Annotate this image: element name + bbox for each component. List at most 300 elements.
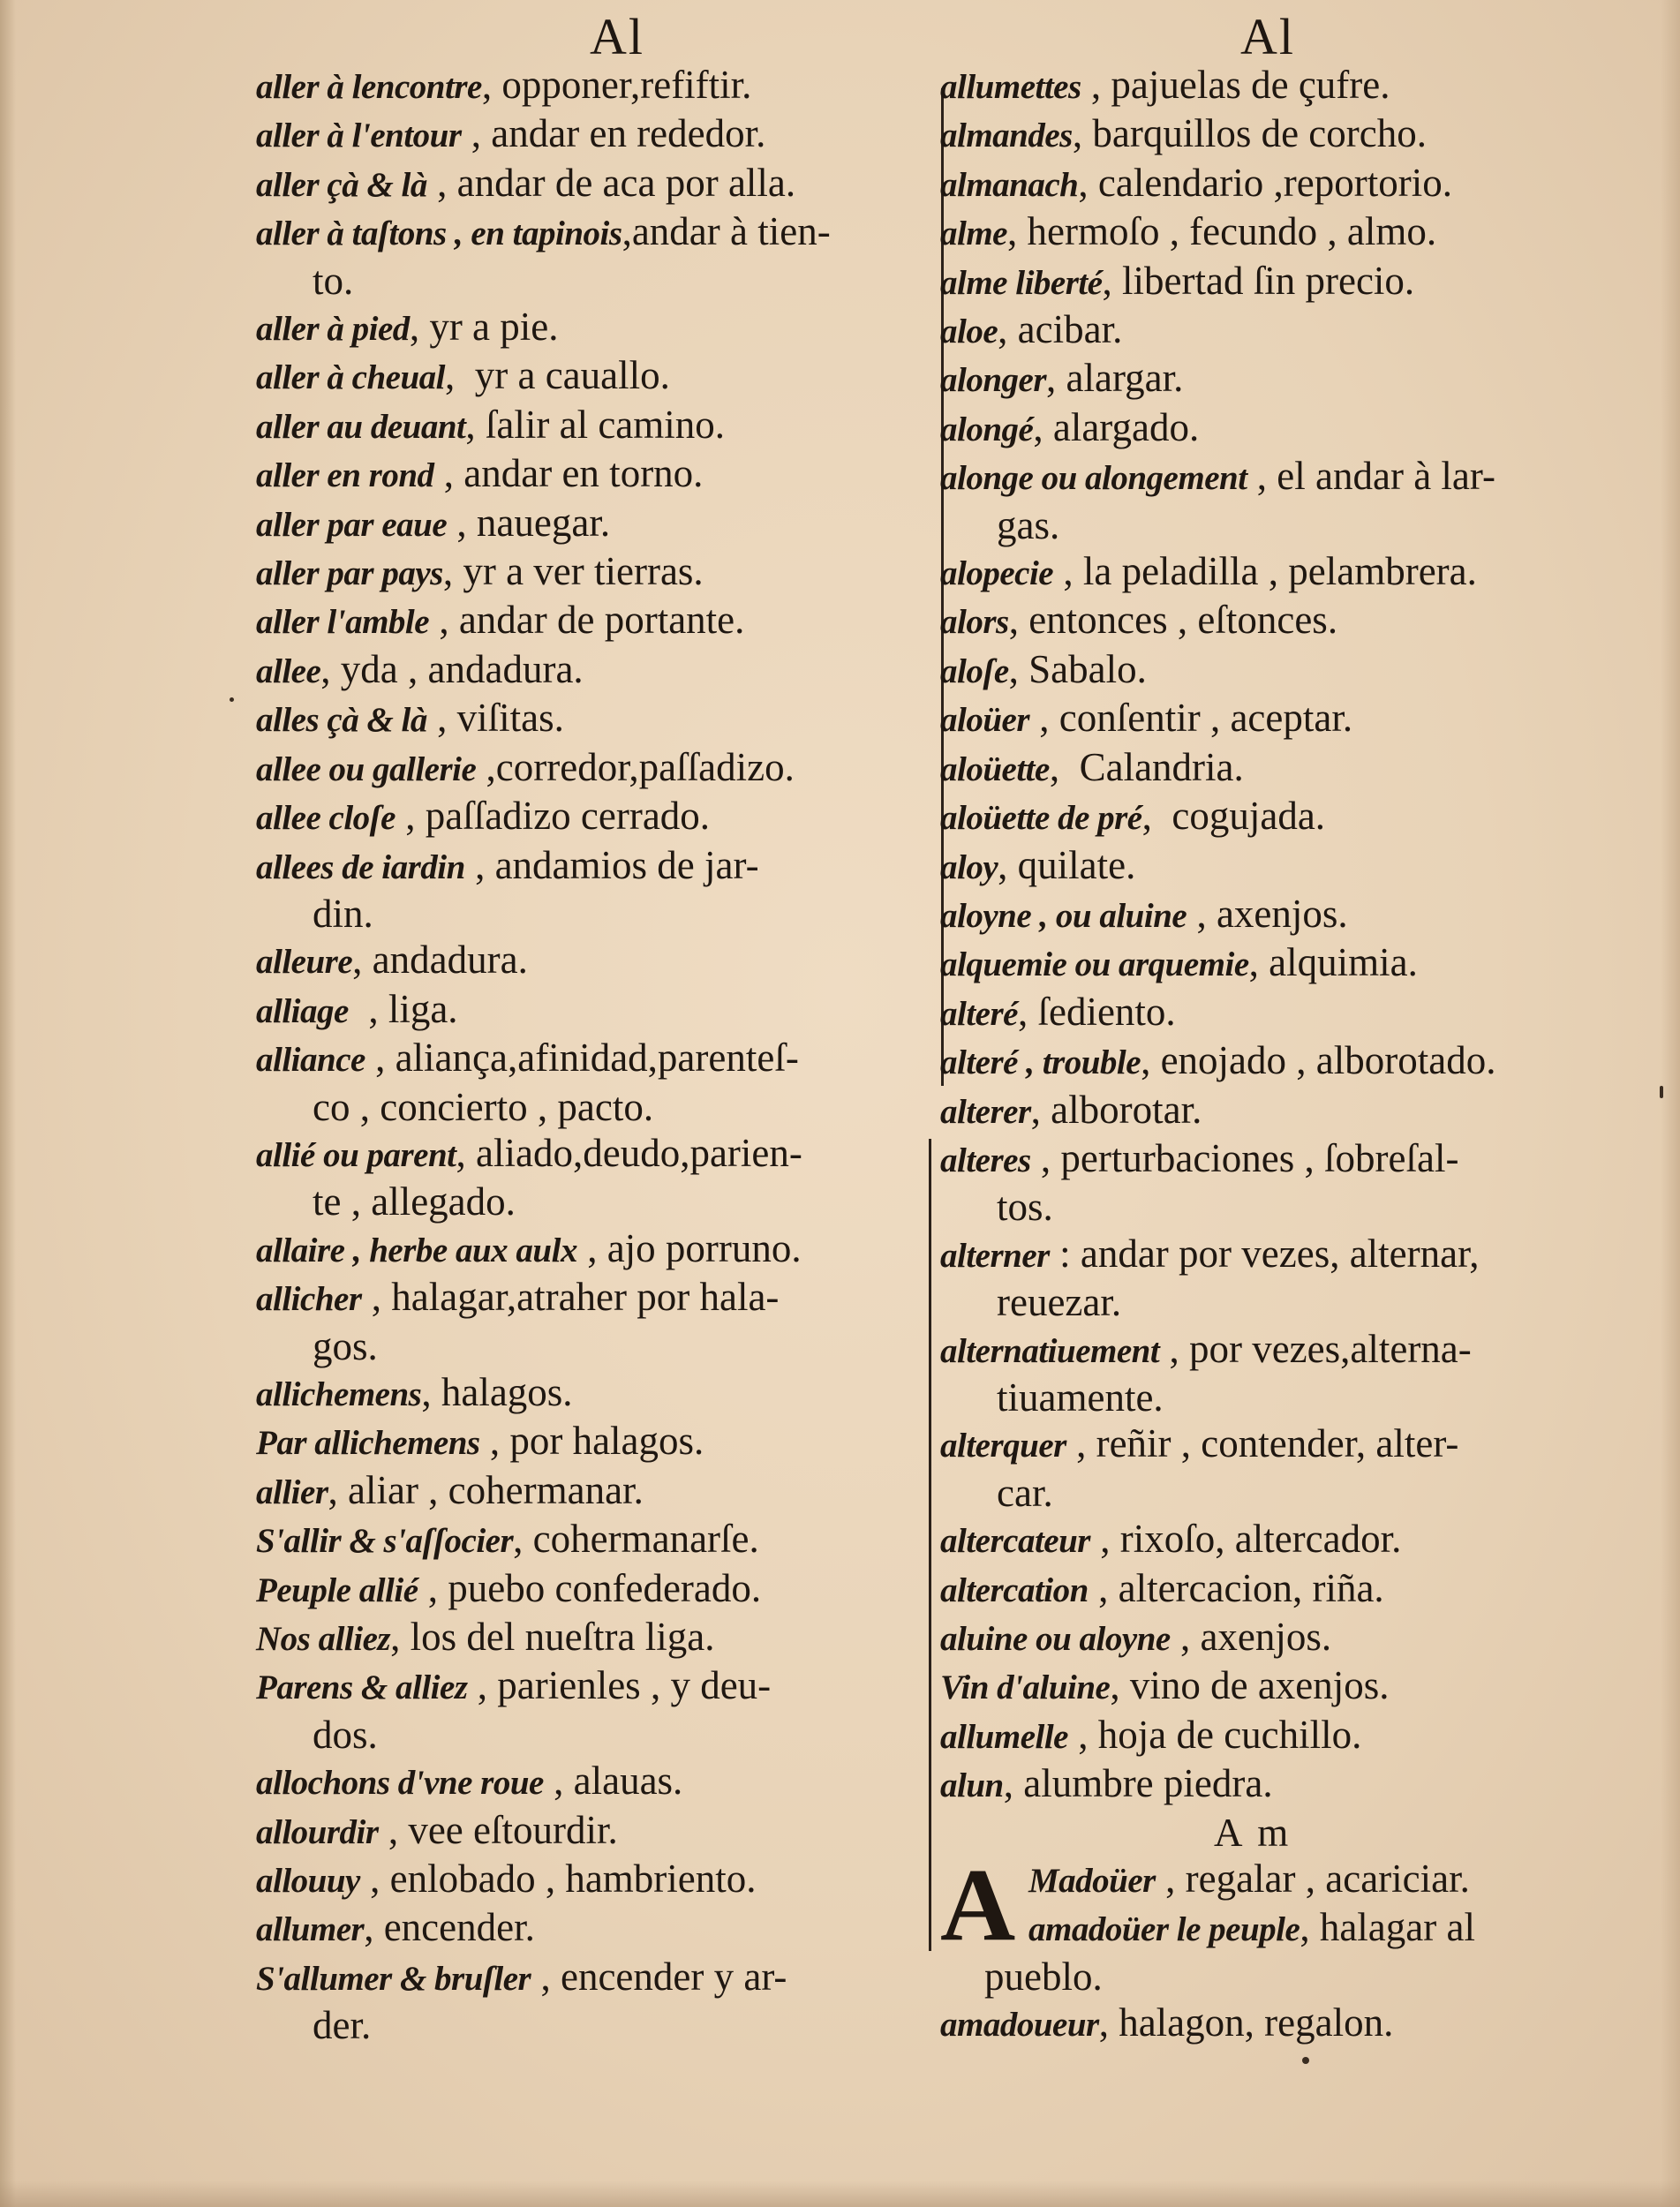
entry-separator: , bbox=[1102, 258, 1123, 303]
dictionary-entry bbox=[256, 160, 927, 208]
entry-headword: aller à pied bbox=[256, 310, 410, 349]
entry-translation: por halagos. bbox=[509, 1419, 704, 1464]
dictionary-entry bbox=[256, 793, 927, 841]
entry-headword: allee bbox=[256, 652, 321, 690]
entry-headword: aloyne , ou aluine bbox=[940, 896, 1187, 935]
entry-translation: cogujada. bbox=[1171, 794, 1326, 839]
entry-headword: aller à lencontre bbox=[256, 68, 482, 106]
dropcap-entry-line bbox=[940, 1904, 1638, 1953]
entry-separator: , bbox=[1030, 1087, 1051, 1132]
entry-separator: , bbox=[461, 111, 492, 156]
entry-translation: alargado. bbox=[1052, 404, 1200, 449]
dictionary-entry bbox=[256, 500, 927, 548]
dictionary-entry bbox=[940, 548, 1638, 597]
dictionary-entry bbox=[940, 744, 1638, 793]
entry-separator: , bbox=[442, 549, 463, 594]
entry-headword: aller à taſtons , en tapinois bbox=[256, 215, 622, 253]
dictionary-entry bbox=[940, 1420, 1638, 1469]
dictionary-entry bbox=[940, 793, 1638, 841]
entry-translation: alargar. bbox=[1066, 356, 1184, 401]
entry-separator: , bbox=[998, 307, 1018, 352]
entry-translation: regalar , acariciar. bbox=[1185, 1857, 1470, 1902]
entry-translation: andar de aca por alla. bbox=[456, 160, 796, 205]
entry-translation: co , concierto , pacto. bbox=[313, 1084, 654, 1129]
entry-separator: , bbox=[421, 1369, 441, 1414]
entry-translation: axenjos. bbox=[1200, 1615, 1332, 1659]
entry-translation: yr a pie. bbox=[429, 305, 559, 350]
left-column bbox=[256, 62, 927, 2049]
entry-translation: andar en torno. bbox=[463, 451, 704, 496]
entry-continuation bbox=[940, 1184, 1638, 1230]
entry-headword: altercation bbox=[940, 1571, 1089, 1609]
entry-headword: aloe bbox=[940, 313, 998, 351]
entry-headword: alliage bbox=[256, 991, 349, 1030]
dictionary-entry bbox=[256, 1807, 927, 1856]
entry-headword: allumelle bbox=[940, 1717, 1068, 1756]
entry-translation: yr a cauallo. bbox=[474, 353, 670, 398]
dictionary-entry bbox=[940, 989, 1638, 1037]
dictionary-entry bbox=[940, 208, 1638, 257]
dictionary-entry bbox=[256, 1614, 927, 1662]
right-running-head: Al bbox=[1240, 8, 1295, 65]
entry-headword: alles çà & là bbox=[256, 701, 427, 740]
entry-translation: parienles , y deu- bbox=[497, 1663, 772, 1708]
entry-translation: ſediento. bbox=[1037, 989, 1176, 1034]
dictionary-entry bbox=[940, 1662, 1638, 1711]
dictionary-entry bbox=[256, 646, 927, 695]
dictionary-entry bbox=[256, 597, 927, 645]
dictionary-entry bbox=[940, 2000, 1638, 2048]
dictionary-entry bbox=[940, 1614, 1638, 1662]
entry-translation: tiuamente. bbox=[997, 1375, 1164, 1420]
dictionary-entry bbox=[256, 1418, 927, 1466]
entry-separator: , bbox=[481, 63, 502, 107]
entry-translation: pueblo. bbox=[984, 1954, 1103, 1999]
entry-headword: alopecie bbox=[940, 554, 1054, 593]
dictionary-entry bbox=[940, 842, 1638, 891]
entry-translation: enojado , alborotado. bbox=[1160, 1038, 1496, 1083]
dictionary-entry bbox=[256, 1516, 927, 1564]
entry-headword: alliance bbox=[256, 1041, 365, 1080]
entry-separator: , bbox=[328, 1467, 348, 1512]
entry-headword: aloüer bbox=[940, 701, 1030, 740]
dictionary-entry bbox=[256, 1225, 927, 1274]
entry-separator: , bbox=[1003, 1761, 1024, 1806]
entry-separator: , bbox=[1247, 454, 1277, 499]
entry-separator: , bbox=[378, 1807, 409, 1852]
dictionary-entry bbox=[940, 1087, 1638, 1135]
entry-separator: , bbox=[390, 1615, 411, 1659]
after-dropcap-entries bbox=[940, 2000, 1638, 2048]
dictionary-entry bbox=[940, 1565, 1638, 1614]
right-column bbox=[940, 62, 1638, 2049]
dictionary-entry bbox=[256, 1954, 927, 2002]
page-edge-shadow bbox=[1661, 0, 1680, 2207]
entry-headword: S'allir & s'aſſocier bbox=[256, 1522, 514, 1561]
dictionary-entry bbox=[940, 160, 1638, 208]
entry-continuation bbox=[256, 2002, 927, 2048]
entry-headword: alonger bbox=[940, 361, 1047, 400]
entry-headword: aller çà & là bbox=[256, 165, 427, 204]
entry-translation: gos. bbox=[313, 1323, 378, 1368]
entry-headword: alongé bbox=[940, 410, 1034, 448]
entry-headword: alteres bbox=[940, 1141, 1031, 1179]
entry-headword: allié ou parent bbox=[256, 1135, 456, 1174]
entry-translation: corredor,paſſadizo. bbox=[495, 744, 795, 789]
entry-translation: te , allegado. bbox=[313, 1179, 516, 1224]
entry-headword: Nos alliez bbox=[256, 1620, 391, 1658]
entry-headword: aluine ou aloyne bbox=[940, 1620, 1171, 1658]
entry-translation: tos. bbox=[997, 1185, 1053, 1230]
entry-headword: aller par eaue bbox=[256, 505, 448, 544]
entry-translation: Sabalo. bbox=[1028, 646, 1147, 691]
ink-speck bbox=[230, 697, 234, 702]
entry-translation: halagar,atraher por hala- bbox=[391, 1275, 780, 1320]
entry-translation: conſentir , aceptar. bbox=[1058, 696, 1353, 741]
entry-translation: andar en rededor. bbox=[491, 111, 766, 156]
dropcap-entry-content bbox=[940, 1857, 1470, 1901]
entry-headword: aloy bbox=[940, 847, 998, 886]
entry-headword: allourdir bbox=[256, 1812, 379, 1851]
entry-translation: barquillos de corcho. bbox=[1092, 111, 1427, 156]
entry-translation: halagar al bbox=[1319, 1905, 1475, 1950]
dictionary-entry bbox=[256, 402, 927, 450]
entry-headword: Madoüer bbox=[1028, 1862, 1156, 1901]
entry-translation: alauas. bbox=[573, 1759, 683, 1804]
entry-separator: , bbox=[447, 500, 477, 545]
dropcap-entry-content bbox=[940, 1955, 1103, 1999]
entry-translation: por vezes,alterna- bbox=[1188, 1326, 1472, 1371]
entry-separator: , bbox=[433, 451, 464, 496]
entry-translation: puebo confederado. bbox=[448, 1565, 762, 1610]
dictionary-entry bbox=[940, 453, 1638, 501]
entry-separator: , bbox=[1006, 209, 1028, 254]
entry-headword: aller à cheual bbox=[256, 358, 445, 397]
entry-separator: , bbox=[1081, 63, 1111, 107]
entry-headword: allees de iardin bbox=[256, 847, 465, 886]
dictionary-entry bbox=[940, 1135, 1638, 1184]
dictionary-entry bbox=[256, 1662, 927, 1711]
section-heading: A m bbox=[1214, 1810, 1292, 1855]
dictionary-entry bbox=[940, 939, 1638, 988]
entry-separator: , bbox=[1088, 1565, 1119, 1610]
entry-translation: aliado,deudo,parien- bbox=[476, 1130, 802, 1175]
entry-headword: alquemie ou arquemie bbox=[940, 945, 1249, 984]
entry-separator: , bbox=[576, 1225, 607, 1270]
entry-translation: altercacion, riña. bbox=[1118, 1565, 1384, 1610]
entry-separator: , bbox=[1072, 111, 1093, 156]
entry-headword: alteré bbox=[940, 994, 1018, 1033]
entry-headword: almandes bbox=[940, 117, 1073, 155]
entry-translation: encender. bbox=[383, 1905, 535, 1950]
entry-headword: alterquer bbox=[940, 1427, 1066, 1465]
entry-translation: ajo porruno. bbox=[606, 1225, 802, 1270]
entry-translation: reuezar. bbox=[997, 1280, 1122, 1325]
entry-headword: allichemens bbox=[256, 1375, 422, 1413]
dictionary-entry bbox=[256, 62, 927, 110]
entry-translation: yr a ver tierras. bbox=[463, 549, 704, 594]
entry-continuation bbox=[940, 1470, 1638, 1516]
dropcap-entry-content bbox=[940, 1905, 1475, 1949]
ink-speck bbox=[1660, 1086, 1663, 1098]
dictionary-entry bbox=[256, 304, 927, 352]
entry-translation: viſitas. bbox=[456, 696, 564, 741]
entry-headword: aller au deuant bbox=[256, 407, 466, 446]
entry-translation: andadura. bbox=[372, 938, 528, 983]
entry-translation: alborotar. bbox=[1051, 1087, 1202, 1132]
entry-headword: aller à l'entour bbox=[256, 117, 462, 155]
dropcap-block bbox=[940, 1847, 1638, 2000]
dictionary-entry bbox=[256, 1035, 927, 1083]
entry-translation: quilate. bbox=[1017, 842, 1136, 887]
entry-separator: , bbox=[1017, 989, 1038, 1034]
entry-separator: , bbox=[445, 353, 475, 398]
entry-separator: , bbox=[464, 842, 495, 887]
entry-headword: S'allumer & bruſler bbox=[256, 1959, 531, 1998]
entry-continuation bbox=[256, 1179, 927, 1224]
dropcap-letter: A bbox=[940, 1847, 1016, 1963]
entry-headword: aloſe bbox=[940, 652, 1009, 690]
entry-translation: rixoſo, altercador. bbox=[1119, 1517, 1402, 1562]
entry-translation: entonces , eſtonces. bbox=[1028, 598, 1338, 643]
dictionary-entry bbox=[256, 1758, 927, 1806]
entry-separator: , bbox=[1155, 1857, 1186, 1902]
dictionary-entry bbox=[256, 1467, 927, 1516]
entry-separator: , bbox=[479, 1419, 510, 1464]
dictionary-entry bbox=[940, 62, 1638, 110]
entry-translation: halagos. bbox=[441, 1369, 573, 1414]
dictionary-entry bbox=[256, 1565, 927, 1614]
dictionary-entry bbox=[940, 258, 1638, 306]
entry-translation: acibar. bbox=[1017, 307, 1123, 352]
entry-separator: , bbox=[361, 1275, 392, 1320]
entry-separator: , bbox=[1159, 1326, 1189, 1371]
entry-headword: allouuy bbox=[256, 1862, 360, 1901]
entry-continuation bbox=[940, 1279, 1638, 1325]
entry-separator: , bbox=[465, 402, 486, 447]
entry-headword: amadoueur bbox=[940, 2006, 1099, 2045]
entry-separator: , bbox=[543, 1759, 574, 1804]
dictionary-entry bbox=[256, 110, 927, 159]
entry-translation: nauegar. bbox=[476, 500, 611, 545]
dictionary-entry bbox=[940, 355, 1638, 403]
entry-separator: , bbox=[1300, 1905, 1320, 1950]
entry-headword: aller l'amble bbox=[256, 603, 430, 642]
dictionary-entry bbox=[256, 695, 927, 743]
entry-headword: Vin d'aluine bbox=[940, 1668, 1111, 1707]
dictionary-entry bbox=[256, 1130, 927, 1179]
dictionary-entry bbox=[940, 891, 1638, 939]
dictionary-entry bbox=[940, 1326, 1638, 1375]
dictionary-entry bbox=[940, 646, 1638, 695]
entry-headword: allumer bbox=[256, 1910, 365, 1949]
entry-headword: alors bbox=[940, 603, 1009, 642]
entry-headword: alternatiuement bbox=[940, 1331, 1160, 1370]
entry-headword: Par allichemens bbox=[256, 1424, 480, 1463]
right-column-entries bbox=[940, 62, 1638, 1810]
entry-headword: allee ou gallerie bbox=[256, 749, 477, 788]
entry-translation: perturbaciones , ſobreſal- bbox=[1060, 1135, 1459, 1180]
entry-headword: alun bbox=[940, 1766, 1004, 1805]
entry-separator: , bbox=[1089, 1517, 1120, 1562]
entry-separator: , bbox=[418, 1565, 448, 1610]
page-gutter-shadow bbox=[0, 0, 16, 2207]
entry-translation: libertad ſin precio. bbox=[1122, 258, 1415, 303]
entry-separator: , bbox=[1066, 1421, 1096, 1466]
entry-headword: almanach bbox=[940, 165, 1079, 204]
dictionary-entry bbox=[940, 597, 1638, 645]
entry-separator: : bbox=[1049, 1231, 1081, 1276]
entry-separator: , bbox=[365, 1036, 396, 1081]
dictionary-entry bbox=[940, 1037, 1638, 1086]
entry-separator: , bbox=[1049, 744, 1080, 789]
entry-translation: encender y ar- bbox=[560, 1954, 787, 1999]
entry-continuation bbox=[940, 502, 1638, 548]
entry-translation: yda , andadura. bbox=[340, 646, 584, 691]
entry-translation: alumbre piedra. bbox=[1023, 1761, 1273, 1806]
entry-headword: aller en rond bbox=[256, 456, 434, 495]
entry-separator: , bbox=[1068, 1712, 1098, 1757]
entry-separator: , bbox=[409, 305, 430, 350]
dictionary-entry bbox=[256, 1904, 927, 1953]
entry-translation: vino de axenjos. bbox=[1129, 1663, 1390, 1708]
entry-separator: , bbox=[467, 1663, 498, 1708]
entry-translation: los del nueſtra liga. bbox=[410, 1615, 715, 1659]
dictionary-entry bbox=[256, 208, 927, 257]
dictionary-entry bbox=[940, 110, 1638, 159]
entry-continuation bbox=[256, 1084, 927, 1130]
column-rule-lower bbox=[929, 1139, 931, 1951]
entry-translation: alquimia. bbox=[1269, 940, 1418, 985]
entry-translation: opponer,refiftir. bbox=[501, 63, 752, 107]
entry-translation: aliar , cohermanar. bbox=[348, 1467, 644, 1512]
dropcap-entry-line bbox=[940, 1856, 1638, 1904]
entry-separator: , bbox=[359, 1857, 390, 1902]
entry-headword: alleure bbox=[256, 943, 353, 982]
entry-translation: enlobado , hambriento. bbox=[389, 1857, 757, 1902]
dictionary-entry bbox=[940, 1712, 1638, 1760]
entry-translation: pajuelas de çufre. bbox=[1111, 63, 1390, 107]
entry-headword: aloüette de pré bbox=[940, 799, 1142, 838]
entry-separator: , bbox=[1248, 940, 1269, 985]
entry-headword: allaire , herbe aux aulx bbox=[256, 1231, 577, 1269]
dropcap-entry-line bbox=[940, 1954, 1638, 2000]
entry-headword: altercateur bbox=[940, 1522, 1090, 1561]
dictionary-entry bbox=[256, 450, 927, 499]
entry-translation: andar por vezes, alternar, bbox=[1080, 1231, 1480, 1276]
entry-headword: allier bbox=[256, 1473, 328, 1511]
entry-translation: halagon, regalon. bbox=[1119, 2000, 1394, 2045]
dictionary-entry bbox=[256, 1274, 927, 1322]
entry-separator: , bbox=[1030, 1135, 1061, 1180]
entry-translation: el andar à lar- bbox=[1277, 454, 1495, 499]
entry-separator: , bbox=[1141, 1038, 1161, 1083]
dictionary-entry bbox=[940, 404, 1638, 453]
entry-translation: cohermanarſe. bbox=[532, 1517, 759, 1562]
entry-translation: car. bbox=[997, 1470, 1053, 1515]
entry-headword: allee cloſe bbox=[256, 799, 396, 838]
entry-headword: aller par pays bbox=[256, 554, 443, 593]
dictionary-entry bbox=[940, 695, 1638, 743]
entry-headword: Parens & alliez bbox=[256, 1668, 468, 1707]
dictionary-entry bbox=[256, 842, 927, 891]
entry-continuation bbox=[940, 1375, 1638, 1420]
entry-separator: , bbox=[429, 598, 459, 643]
entry-headword: alteré , trouble bbox=[940, 1043, 1141, 1082]
entry-separator: , bbox=[1170, 1615, 1201, 1659]
entry-translation: din. bbox=[313, 891, 373, 936]
entry-translation: ſalir al camino. bbox=[485, 402, 726, 447]
entry-translation: andamios de jar- bbox=[494, 842, 759, 887]
entry-headword: allicher bbox=[256, 1280, 362, 1319]
entry-translation: andar à tien- bbox=[631, 209, 831, 254]
entry-headword: alme bbox=[940, 215, 1007, 253]
entry-translation: to. bbox=[313, 258, 354, 303]
left-running-head: Al bbox=[590, 8, 644, 65]
entry-separator: , bbox=[1053, 549, 1083, 594]
entry-separator: , bbox=[1029, 696, 1059, 741]
dictionary-entry bbox=[256, 937, 927, 985]
entry-continuation bbox=[256, 1712, 927, 1758]
entry-separator: , bbox=[1008, 646, 1029, 691]
entry-separator: , bbox=[426, 160, 457, 205]
entry-separator: , bbox=[395, 794, 426, 839]
entry-separator: , bbox=[320, 646, 341, 691]
entry-translation: gas. bbox=[997, 502, 1060, 547]
entry-separator: , bbox=[513, 1517, 533, 1562]
entry-separator: , bbox=[364, 1905, 384, 1950]
entry-headword: alonge ou alongement bbox=[940, 459, 1247, 498]
entry-separator: , bbox=[352, 938, 373, 983]
entry-separator: , bbox=[1187, 891, 1217, 936]
entry-separator: , bbox=[1098, 2000, 1119, 2045]
entry-continuation bbox=[256, 891, 927, 937]
entry-translation: reñir , contender, alter- bbox=[1096, 1421, 1459, 1466]
entry-translation: la peladilla , pelambrera. bbox=[1082, 549, 1477, 594]
entry-separator: , bbox=[1008, 598, 1029, 643]
entry-continuation bbox=[256, 1323, 927, 1369]
ink-speck bbox=[1302, 2057, 1309, 2064]
entry-translation: der. bbox=[313, 2003, 372, 2048]
dictionary-entry bbox=[256, 986, 927, 1035]
dictionary-entry bbox=[940, 306, 1638, 355]
dictionary-entry bbox=[256, 352, 927, 401]
entry-separator: , bbox=[456, 1130, 477, 1175]
dictionary-entry bbox=[256, 1856, 927, 1904]
entry-translation: vee eſtourdir. bbox=[408, 1807, 618, 1852]
dictionary-entry bbox=[256, 1369, 927, 1418]
dictionary-entry bbox=[940, 1516, 1638, 1564]
entry-separator: , bbox=[1033, 404, 1053, 449]
dictionary-entry bbox=[940, 1231, 1638, 1279]
entry-separator: , bbox=[348, 986, 388, 1031]
entry-continuation bbox=[256, 258, 927, 304]
entry-headword: alme liberté bbox=[940, 263, 1103, 302]
entry-headword: alterer bbox=[940, 1092, 1031, 1131]
page-bottom-shadow bbox=[0, 2181, 1680, 2207]
entry-separator: , bbox=[476, 744, 496, 789]
entry-headword: aloüette bbox=[940, 749, 1050, 788]
entry-translation: Calandria. bbox=[1079, 744, 1244, 789]
entry-separator: , bbox=[531, 1954, 561, 1999]
entry-separator: , bbox=[1078, 160, 1098, 205]
entry-separator: , bbox=[622, 209, 632, 254]
entry-translation: calendario ,reportorio. bbox=[1097, 160, 1452, 205]
entry-translation: hoja de cuchillo. bbox=[1097, 1712, 1362, 1757]
entry-translation: axenjos. bbox=[1216, 891, 1348, 936]
dictionary-entry bbox=[940, 1760, 1638, 1809]
entry-translation: paſſadizo cerrado. bbox=[425, 794, 711, 839]
